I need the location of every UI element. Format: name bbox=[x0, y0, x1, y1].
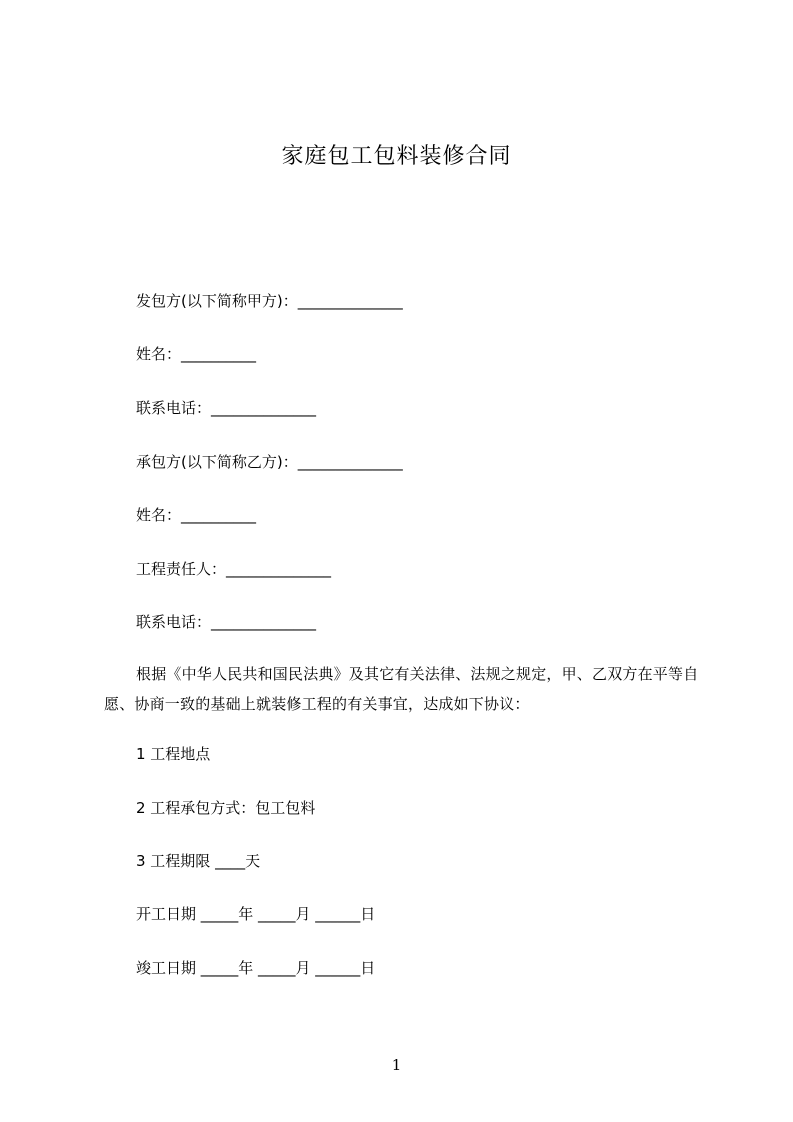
clause-2: 2 工程承包方式：包工包料 bbox=[136, 799, 316, 817]
contractor-name-field: 姓名：__________ bbox=[136, 506, 257, 524]
contractor-field: 承包方(以下简称乙方)：______________ bbox=[136, 453, 403, 471]
project-manager-field: 工程责任人：______________ bbox=[136, 560, 332, 578]
intro-paragraph: 根据《中华人民共和国民法典》及其它有关法律、法规之规定，甲、乙双方在平等自愿、协商一致的基础上就装修工程的有关事宜，达成如下协议： bbox=[104, 665, 699, 713]
contractor-phone-field: 联系电话：______________ bbox=[136, 613, 317, 631]
employer-field: 发包方(以下简称甲方)：______________ bbox=[136, 292, 403, 310]
employer-name-field: 姓名：__________ bbox=[136, 345, 257, 363]
page-number: 1 bbox=[391, 1056, 402, 1074]
document-title: 家庭包工包料装修合同 bbox=[281, 144, 512, 169]
employer-phone-field: 联系电话：______________ bbox=[136, 399, 317, 417]
start-date-line: 开工日期 _____年 _____月 ______日 bbox=[136, 905, 376, 923]
end-date-line: 竣工日期 _____年 _____月 ______日 bbox=[136, 959, 376, 977]
clause-1: 1 工程地点 bbox=[136, 745, 211, 763]
clause-3: 3 工程期限 ____天 bbox=[136, 852, 261, 870]
